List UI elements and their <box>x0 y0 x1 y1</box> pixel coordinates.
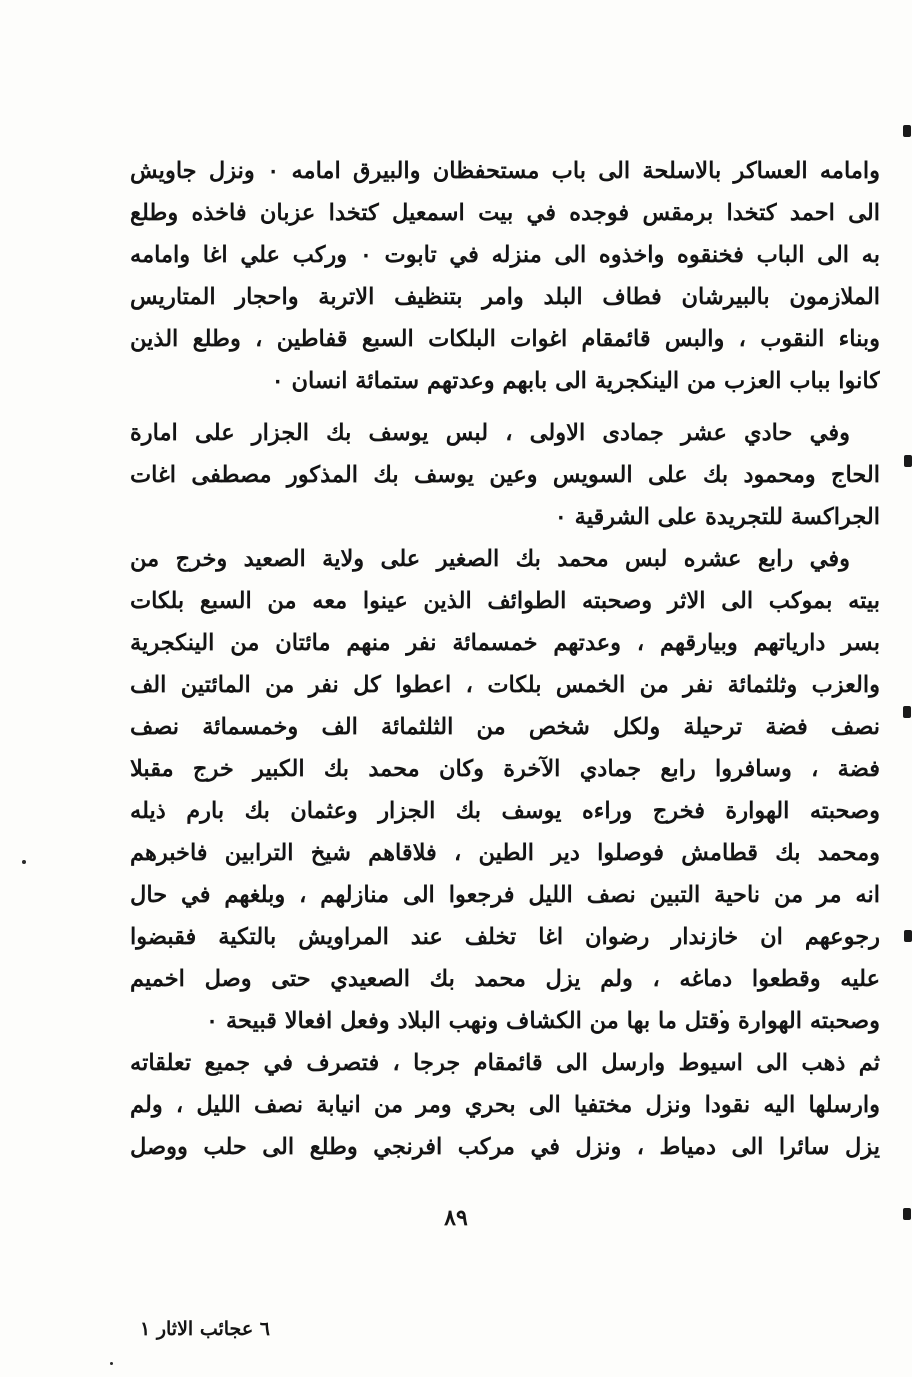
paragraph-3 <box>130 538 880 1042</box>
text-line: والعزب وثلثمائة نفر من الخمس بلكات ، اعطوا كل نفر من المائتين الف <box>130 672 880 698</box>
text-line: وفي رابع عشره لبس محمد بك الصغير على ولاية الصعيد وخرج من <box>130 546 850 572</box>
text-line: الحاج ومحمود بك على السويس وعين يوسف بك المذكور مصطفى اغات <box>130 462 880 488</box>
text-line: بيته بموكب الى الاثر وصحبته الطوائف الذين عينوا معه من السبع بلكات <box>130 588 880 614</box>
paragraph-2 <box>130 412 880 538</box>
text-line: الى احمد كتخدا برمقس فوجده في بيت اسمعيل كتخدا عزبان فاخذه وطلع <box>130 200 880 226</box>
paragraph-1 <box>130 150 880 402</box>
text-line: كانوا بباب العزب من الينكجرية الى بابهم وعدتهم ستمائة انسان ٠ <box>271 368 880 394</box>
text-line: نصف فضة ترحيلة ولكل شخص من الثلثمائة الف وخمسمائة نصف <box>130 714 880 740</box>
text-line: وبناء النقوب ، والبس قائمقام اغوات البلكات السبع قفاطين ، وطلع الذين <box>130 326 880 352</box>
text-line: وفي حادي عشر جمادى الاولى ، لبس يوسف بك الجزار على امارة <box>130 420 850 446</box>
page-number: ٨٩ <box>444 1205 468 1231</box>
printer-signature: ٦ عجائب الاثار ١ <box>140 1318 270 1340</box>
text-line: وصحبته الهوارة فخرج وراءه يوسف بك الجزار وعثمان بك بارم ذيله <box>130 798 880 824</box>
text-line: فضة ، وسافروا رابع جمادي الآخرة وكان محمد بك الكبير خرج مقبلا <box>130 756 880 782</box>
text-line: ثم ذهب الى اسيوط وارسل الى قائمقام جرجا ، فتصرف في جميع تعلقاته <box>130 1050 880 1076</box>
paragraph-gap <box>130 402 880 412</box>
text-line: ومحمد بك قطامش فوصلوا دير الطين ، فلاقاهم شيخ الترابين فاخبرهم <box>130 840 880 866</box>
body-text <box>130 150 880 1168</box>
margin-mark <box>903 706 911 718</box>
paragraph-4 <box>130 1042 880 1168</box>
text-line: الملازمون بالبيرشان فطاف البلد وامر بتنظيف الاتربة واحجار المتاريس <box>130 284 880 310</box>
margin-mark <box>903 125 911 137</box>
text-line: وارسلها اليه نقودا ونزل مختفيا الى بحري ومر من انيابة نصف الليل ، ولم <box>130 1092 880 1118</box>
text-line: وامامه العساكر بالاسلحة الى باب مستحفظان والبيرق امامه ٠ ونزل جاويش <box>130 158 880 184</box>
scan-speck <box>22 860 26 864</box>
margin-mark <box>904 455 912 467</box>
text-line: انه مر من ناحية التبين نصف الليل فرجعوا الى منازلهم ، وبلغهم في حال <box>130 882 880 908</box>
text-line: بسر دارياتهم وبيارقهم ، وعدتهم خمسمائة نفر منهم مائتان من الينكجرية <box>130 630 880 656</box>
text-line: الجراكسة للتجريدة على الشرقية ٠ <box>554 504 880 530</box>
text-line: وصحبته الهوارة وقتل ما بها من الكشاف ونهب البلاد وفعل افعالا قبيحة ٠ <box>206 1008 880 1034</box>
margin-mark <box>904 930 912 942</box>
text-line: عليه وقطعوا دماغه ، ولم يزل محمد بك الصعيدي حتى وصل اخميم <box>130 966 880 992</box>
text-line: به الى الباب فخنقوه واخذوه الى منزله في تابوت ٠ وركب علي اغا وامامه <box>130 242 880 268</box>
text-line: رجوعهم ان خازندار رضوان اغا تخلف عند المراويش بالتكية فقبضوا <box>130 924 880 950</box>
scan-speck <box>110 1362 113 1365</box>
text-line: يزل سائرا الى دمياط ، ونزل في مركب افرنجي وطلع الى حلب ووصل <box>130 1134 880 1160</box>
